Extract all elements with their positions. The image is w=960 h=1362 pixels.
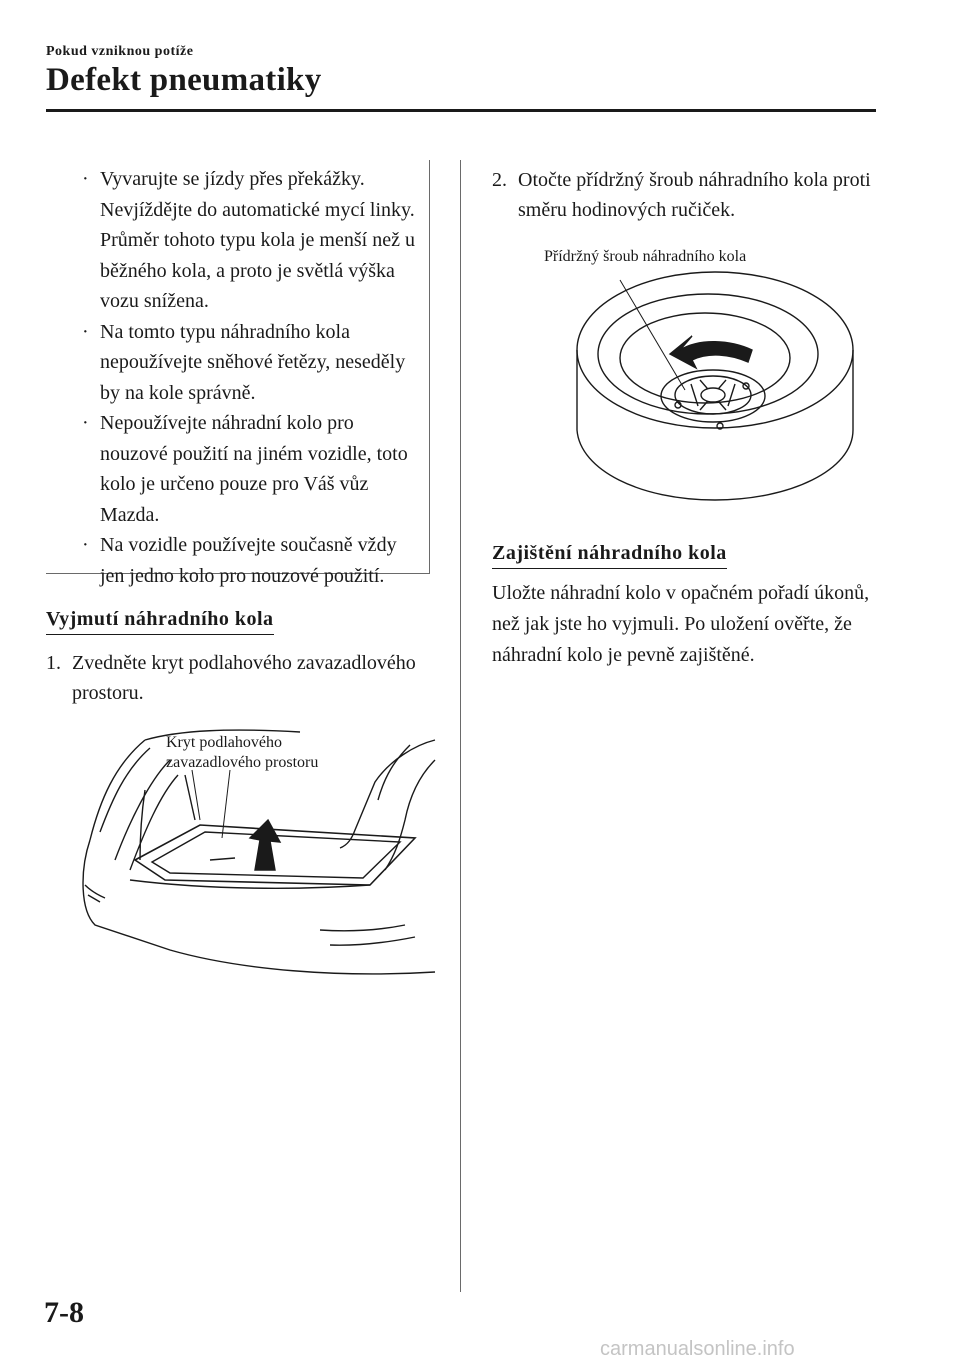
step-text: Otočte přídržný šroub náhradního kola proti směru hodinových ručiček. [518, 169, 871, 221]
step-text: Zvedněte kryt podlahového zavazadlového prostoru. [72, 652, 416, 704]
step-2 [492, 165, 872, 225]
caution-item-text: Vyvarujte se jízdy přes překážky. Nevjíždějte do automatické mycí linky. Průměr tohoto typu kola je menší než u běžného kola, a proto je světlá výška vozu snížena. [100, 168, 415, 312]
watermark: carmanualsonline.info [600, 1338, 795, 1360]
wheel-figure-label: Přídržný šroub náhradního kola [544, 248, 747, 265]
bullet-icon: · [82, 412, 89, 434]
column-divider [460, 160, 461, 1292]
caution-item-text: Nepoužívejte náhradní kolo pro nouzové použití na jiném vozidle, toto kolo je určeno pouze pro Váš vůz Mazda. [100, 412, 408, 526]
caution-item [74, 408, 424, 530]
secure-instructions: Uložte náhradní kolo v opačném pořadí úkonů, než jak jste ho vyjmuli. Po uložení ověřte, že náhradní kolo je pevně zajištěné. [492, 582, 870, 666]
heading-secure-spare: Zajištění náhradního kola [492, 542, 727, 569]
trunk-label-line-2: zavazadlového prostoru [166, 754, 319, 771]
caution-list [74, 164, 424, 591]
heading-remove-spare: Vyjmutí náhradního kola [46, 608, 274, 635]
caution-item-text: Na vozidle používejte současně vždy jen jedno kolo pro nouzové použití. [100, 534, 397, 587]
caution-item [74, 317, 424, 409]
spare-wheel-illustration [570, 250, 870, 520]
bullet-icon: · [82, 534, 89, 556]
trunk-label-line-1: Kryt podlahového [166, 734, 282, 751]
step-number: 1. [46, 652, 61, 674]
section-label: Pokud vzniknou potíže [46, 44, 194, 59]
trunk-figure-label [166, 733, 366, 773]
bullet-icon: · [82, 168, 89, 190]
step-1 [46, 648, 426, 708]
caution-item [74, 530, 424, 591]
page-number: 7-8 [44, 1296, 84, 1329]
title-rule [46, 109, 876, 112]
caution-item-text: Na tomto typu náhradního kola nepoužívejte sněhové řetězy, neseděly by na kole správně. [100, 320, 406, 404]
page-title: Defekt pneumatiky [46, 62, 322, 98]
step-number: 2. [492, 169, 507, 191]
bullet-icon: · [82, 320, 89, 343]
caution-item [74, 164, 424, 317]
